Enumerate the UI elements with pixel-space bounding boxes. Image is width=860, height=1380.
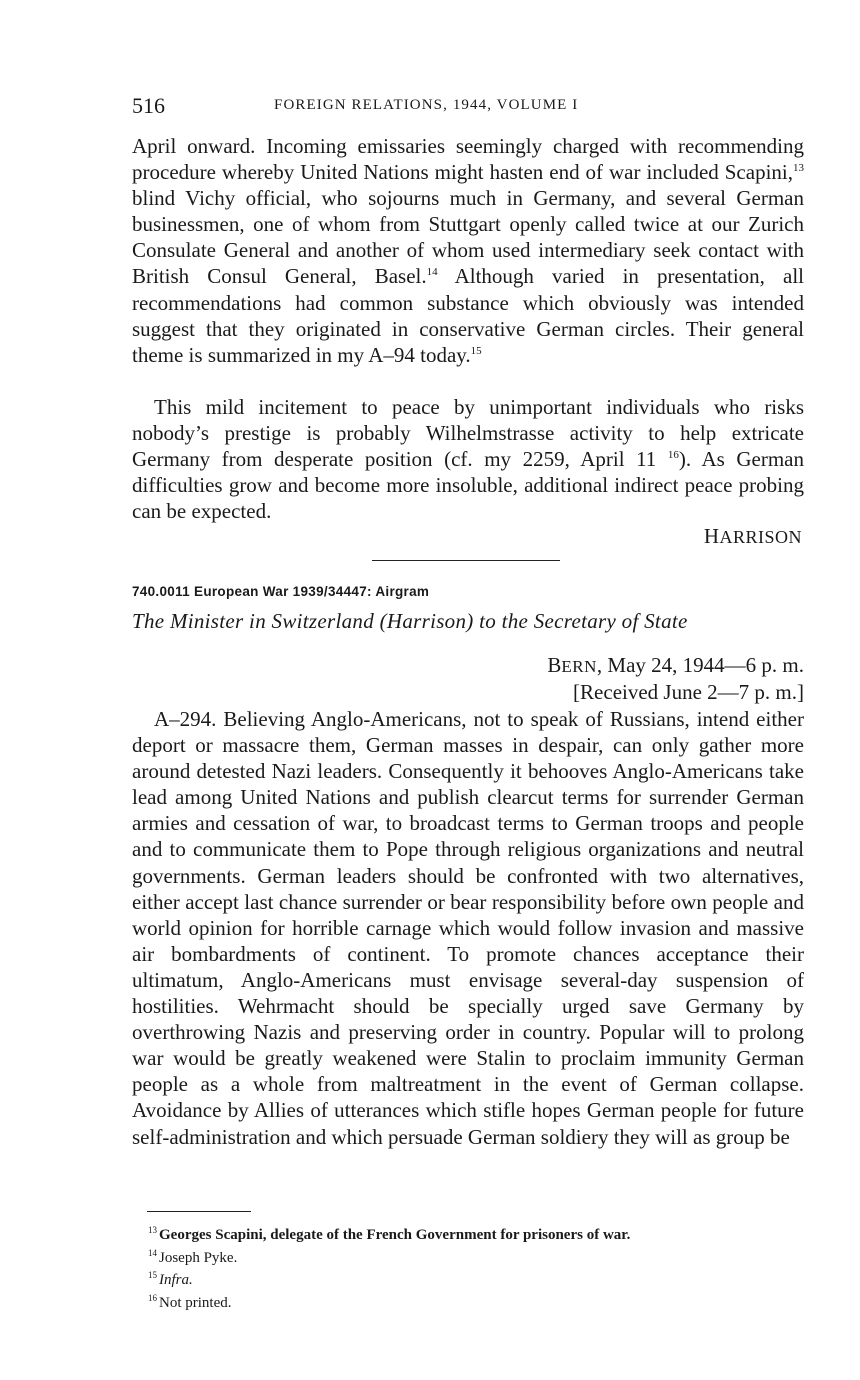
- document-title: The Minister in Switzerland (Harrison) to the Secretary of State: [132, 609, 688, 633]
- paragraph-text: ). As German difficulties grow and become more insoluble, additional indirect peace probing can be expected.: [132, 447, 805, 524]
- footnote-ref-13[interactable]: 13: [793, 162, 804, 175]
- footnote-14: $^{14}$ Joseph Pyke.: [148, 1247, 238, 1266]
- footnote-ref-14[interactable]: 14: [426, 266, 438, 279]
- footnote-15: $^{15}$ Infra.: [148, 1270, 193, 1289]
- document-body: [132, 706, 804, 1150]
- page-number: 516: [132, 93, 165, 118]
- continued-paragraph-1: [132, 133, 804, 368]
- paragraph-text: Although varied in presentation, all recommendations had common substance which obviously was intended suggest that they originated in conservative German circles. Their general theme is summarized in my A–94 today.: [132, 264, 804, 367]
- signature: HARRISON: [703, 524, 802, 548]
- paragraph-text: blind Vichy official, who sojourns much in Germany, and several German businessmen, one of whom from Stuttgart openly called twice at our Zurich Consulate General and another of whom used intermediary seek contact with British Consul General, Basel.: [132, 186, 804, 289]
- paragraph-text: April onward. Incoming emissaries seemingly charged with recommending procedure whereby United Nations might hasten end of war included Scapini,: [132, 134, 804, 185]
- footnote-rule: [147, 1211, 251, 1212]
- footnotes: [148, 1222, 630, 1312]
- footnote-ref-16[interactable]: 16: [667, 449, 679, 462]
- section-divider: [372, 560, 560, 561]
- dateline-received: [Received June 2—7 p. m.]: [573, 680, 804, 704]
- page-header: [132, 93, 802, 119]
- footnote-ref-15[interactable]: 15: [470, 344, 482, 357]
- footnote-16: $^{16}$ Not printed.: [148, 1292, 232, 1311]
- dateline-sent: BERN, May 24, 1944—6 p. m.: [547, 653, 804, 677]
- footnote-13: $^{13}$ Georges Scapini, delegate of the French Government for prisoners of war.: [148, 1225, 631, 1243]
- body-paragraph: A–294. Believing Anglo-Americans, not to speak of Russians, intend either deport or massacre them, German masses in despair, can only gather more around detested Nazi leaders. Consequently it behooves Anglo-Americans take lead among United Nations and publish clearcut terms for surrender German armies and cessation of war, to broadcast terms to German troops and people and to communicate them to Pope through religious organizations and neutral governments. German leaders should be confronted with two alternatives, either accept last chance surrender or bear responsibility before own people and world opinion for horrible carnage which would follow invasion and massive air bombardments of continent. To promote chances acceptance their ultimatum, Anglo-Americans must envisage several-day suspension of hostilities. Wehrmacht should be specially urged save Germany by overthrowing Nazis and preserving order in country. Popular will to prolong war would be greatly weakened were Stalin to proclaim immunity German people as a whole from maltreatment in the event of German collapse. Avoidance by Allies of utterances which stifle hopes German people for future self-administration and which persuade German soldiery they will as group be: [132, 707, 804, 1149]
- paragraph-text: This mild incitement to peace by unimportant individuals who risks nobody’s prestige is probably Wilhelmstrasse activity to help extricate Germany from desperate position (cf. my 2259, April 11: [132, 395, 804, 472]
- continued-paragraph-2: [132, 394, 804, 524]
- file-reference: 740.0011 European War 1939/34447: Airgram: [132, 584, 430, 599]
- running-head: FOREIGN RELATIONS, 1944, VOLUME I: [274, 97, 579, 113]
